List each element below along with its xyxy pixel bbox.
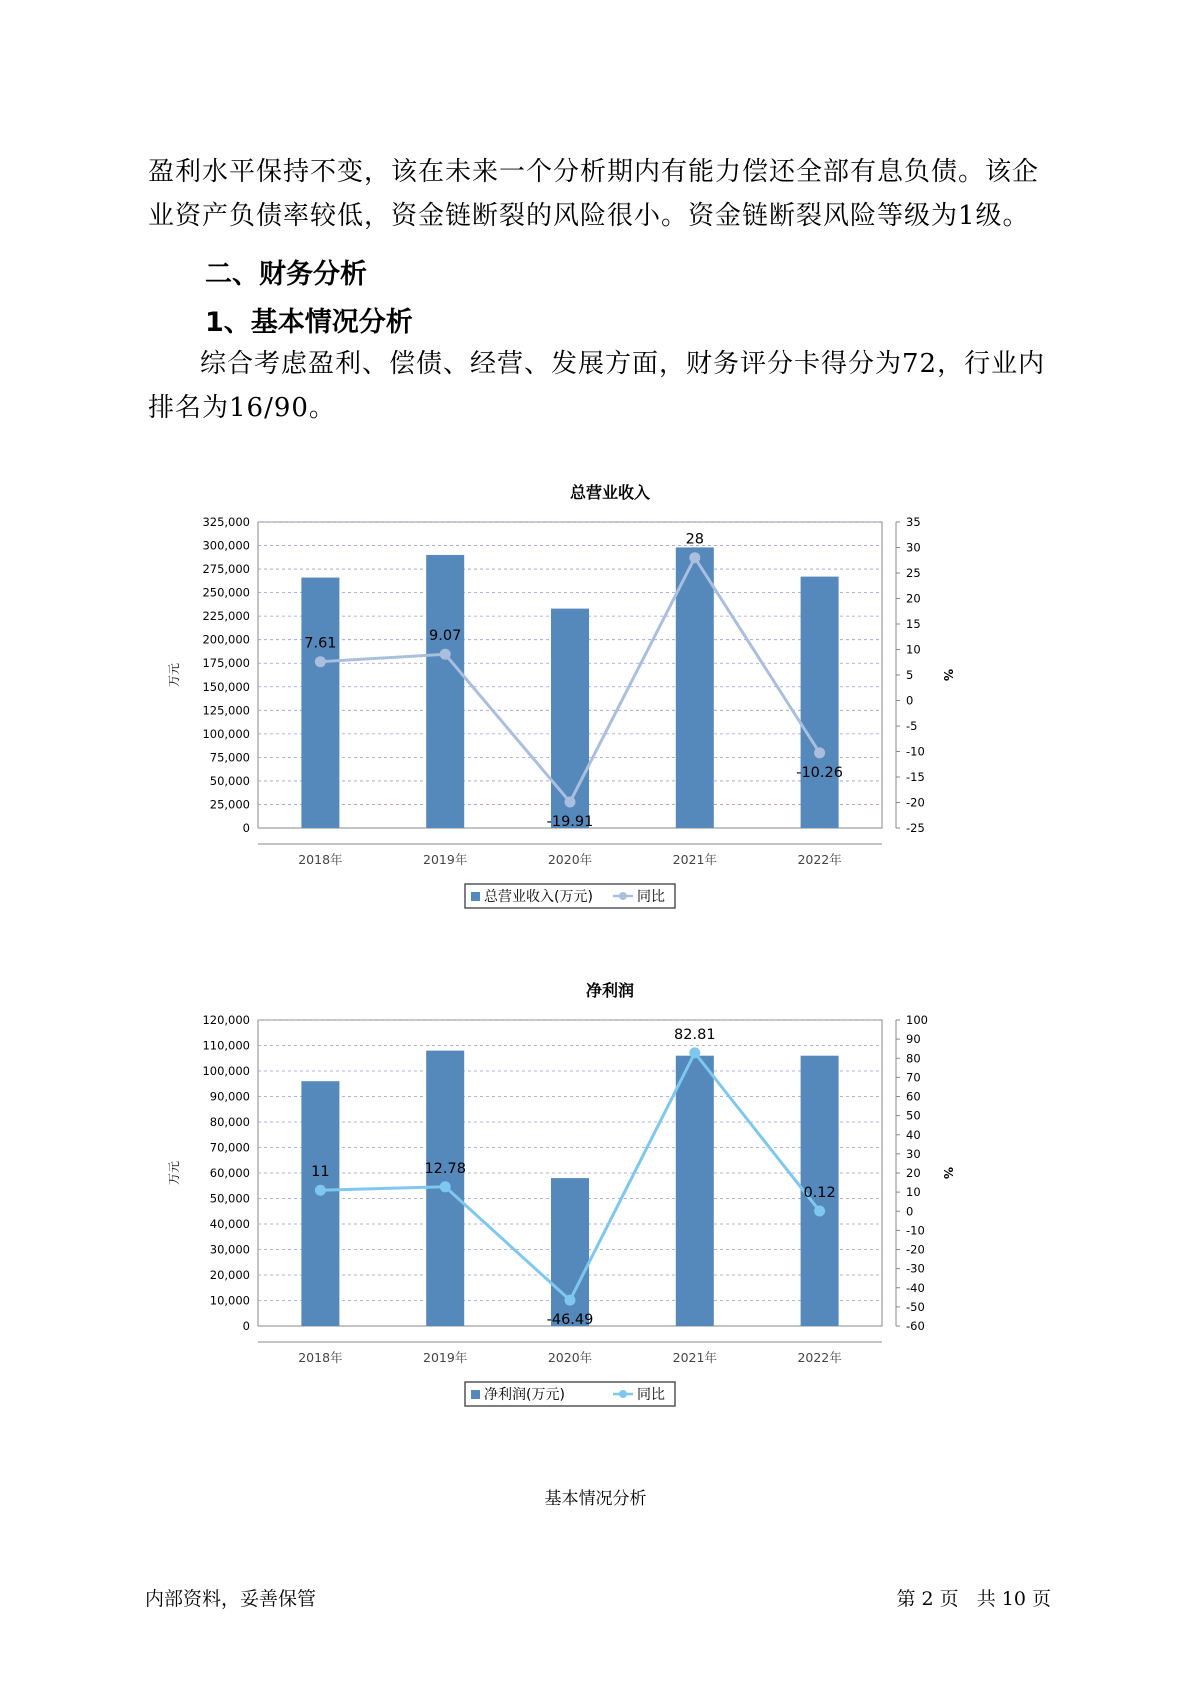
legend-bar-swatch (471, 1390, 480, 1399)
y2-tick-label: 15 (906, 617, 921, 631)
line-point (565, 797, 576, 808)
y2-tick-label: 80 (906, 1051, 921, 1066)
legend-line-label: 同比 (637, 1387, 665, 1403)
y2-tick-label: -40 (906, 1280, 925, 1295)
legend-bar-swatch (471, 892, 480, 901)
data-label: -46.49 (546, 1312, 594, 1329)
x-tick-label: 2022年 (797, 1350, 842, 1365)
y2-tick-label: -20 (906, 795, 925, 810)
y2-tick-label: 90 (906, 1032, 921, 1047)
data-label: 12.78 (424, 1160, 466, 1177)
y-axis-title: 万元 (167, 662, 181, 688)
line-point (565, 1295, 576, 1306)
y-tick-label: 150,000 (202, 679, 250, 694)
line-point (315, 656, 326, 667)
y-tick-label: 0 (242, 1319, 250, 1333)
section-heading-finance: 二、财务分析 (205, 259, 367, 290)
legend-bar-label: 净利润(万元) (484, 1387, 565, 1403)
y-tick-label: 90,000 (209, 1089, 250, 1104)
data-label: 11 (311, 1164, 330, 1181)
y2-tick-label: 60 (906, 1089, 921, 1104)
y2-tick-label: 10 (906, 642, 921, 657)
legend-line-marker (619, 892, 627, 900)
x-tick-label: 2019年 (423, 1350, 468, 1365)
y-tick-label: 300,000 (202, 538, 250, 553)
y-tick-label: 200,000 (202, 632, 250, 647)
data-label: 9.07 (429, 628, 462, 645)
y2-tick-label: 20 (906, 1166, 921, 1180)
x-tick-label: 2021年 (672, 1350, 717, 1365)
y2-tick-label: 50 (906, 1108, 921, 1123)
chart-title: 净利润 (585, 981, 635, 1000)
x-tick-label: 2018年 (298, 852, 343, 867)
y-tick-label: 50,000 (209, 1191, 250, 1206)
y-tick-label: 225,000 (202, 609, 250, 624)
line-point (814, 747, 825, 758)
y-tick-label: 0 (242, 821, 250, 835)
y-axis-title: 万元 (167, 1160, 181, 1186)
bar (676, 1056, 714, 1326)
figure-caption: 基本情况分析 (544, 1489, 647, 1509)
y2-tick-label: -5 (906, 719, 918, 733)
y-tick-label: 20,000 (209, 1268, 250, 1282)
footer-confidential: 内部资料，妥善保管 (145, 1588, 317, 1610)
y-tick-label: 30,000 (209, 1242, 250, 1257)
bar (301, 578, 339, 828)
y2-axis-title: % (941, 668, 955, 682)
line-point (440, 1181, 451, 1192)
x-tick-label: 2021年 (672, 852, 717, 867)
paragraph-risk: 盈利水平保持不变，该在未来一个分析期内有能力偿还全部有息负债。该企业资产负债率较低，资金链断裂的风险很小。资金链断裂风险等级为1级。 (148, 157, 1040, 231)
line-point (440, 649, 451, 660)
y-tick-label: 100,000 (202, 726, 250, 741)
legend-line-marker (619, 1390, 627, 1398)
net-profit-chart (150, 968, 1050, 1438)
y-tick-label: 100,000 (202, 1064, 250, 1078)
y-tick-label: 175,000 (202, 656, 250, 671)
chart-title: 总营业收入 (569, 483, 651, 502)
line-point (814, 1206, 825, 1217)
data-label: -10.26 (796, 764, 843, 781)
y2-tick-label: 20 (906, 591, 921, 606)
revenue-chart (150, 470, 1050, 940)
y-tick-label: 40,000 (209, 1217, 250, 1231)
y-tick-label: 60,000 (209, 1166, 250, 1180)
x-tick-label: 2019年 (423, 852, 468, 867)
y-tick-label: 10,000 (209, 1293, 250, 1308)
y2-tick-label: 100 (906, 1013, 928, 1027)
revenue-chart-svg (150, 470, 1050, 940)
legend-line-label: 同比 (637, 889, 665, 905)
y2-tick-label: -30 (906, 1261, 925, 1276)
x-tick-label: 2020年 (547, 852, 593, 867)
paragraph-score: 综合考虑盈利、偿债、经营、发展方面，财务评分卡得分为72，行业内排名为16/90。 (148, 349, 1046, 423)
y2-tick-label: 35 (906, 515, 921, 529)
data-label: 28 (685, 531, 705, 548)
y2-tick-label: 30 (906, 1146, 921, 1161)
y-tick-label: 80,000 (209, 1115, 250, 1129)
line-point (689, 1047, 700, 1058)
data-label: -19.91 (546, 814, 594, 831)
subsection-heading-basic: 1、基本情况分析 (205, 307, 413, 338)
x-tick-label: 2022年 (797, 852, 842, 867)
y2-tick-label: 40 (906, 1127, 921, 1142)
data-label: 7.61 (304, 635, 337, 652)
y-tick-label: 25,000 (209, 797, 250, 812)
bar (551, 609, 589, 828)
y2-tick-label: -60 (906, 1319, 925, 1333)
y2-tick-label: 0 (906, 693, 914, 708)
bar (801, 577, 839, 828)
y2-tick-label: -25 (906, 821, 925, 835)
data-label: 82.81 (674, 1026, 716, 1043)
y2-tick-label: 5 (906, 668, 914, 682)
y2-tick-label: 70 (906, 1070, 921, 1085)
footer-page-number: 第 2 页 共 10 页 (896, 1588, 1051, 1610)
bar (676, 547, 714, 828)
legend-bar-label: 总营业收入(万元) (484, 889, 593, 905)
y-tick-label: 50,000 (209, 773, 250, 788)
y2-tick-label: 25 (906, 566, 921, 580)
y2-tick-label: -15 (906, 770, 925, 784)
y-tick-label: 120,000 (202, 1013, 250, 1027)
y2-tick-label: -20 (906, 1242, 925, 1257)
y2-tick-label: 0 (906, 1204, 914, 1219)
y-tick-label: 110,000 (202, 1038, 250, 1053)
y2-axis-title: % (941, 1166, 955, 1180)
y-tick-label: 70,000 (209, 1140, 250, 1155)
x-tick-label: 2020年 (547, 1350, 593, 1365)
y-tick-label: 250,000 (202, 585, 250, 600)
y2-tick-label: -10 (906, 1223, 925, 1238)
line-point (315, 1185, 326, 1196)
y-tick-label: 275,000 (202, 562, 250, 577)
y-tick-label: 125,000 (202, 703, 250, 718)
data-label: 0.12 (803, 1185, 836, 1202)
line-point (689, 552, 700, 563)
y-tick-label: 325,000 (202, 515, 250, 529)
bar (426, 555, 464, 828)
y2-tick-label: -10 (906, 744, 925, 759)
x-tick-label: 2018年 (298, 1350, 343, 1365)
net-profit-chart-svg (150, 968, 1050, 1438)
y-tick-label: 75,000 (209, 750, 250, 765)
y2-tick-label: 10 (906, 1185, 921, 1200)
y2-tick-label: -50 (906, 1299, 925, 1314)
bar (301, 1081, 339, 1326)
y2-tick-label: 30 (906, 540, 921, 555)
